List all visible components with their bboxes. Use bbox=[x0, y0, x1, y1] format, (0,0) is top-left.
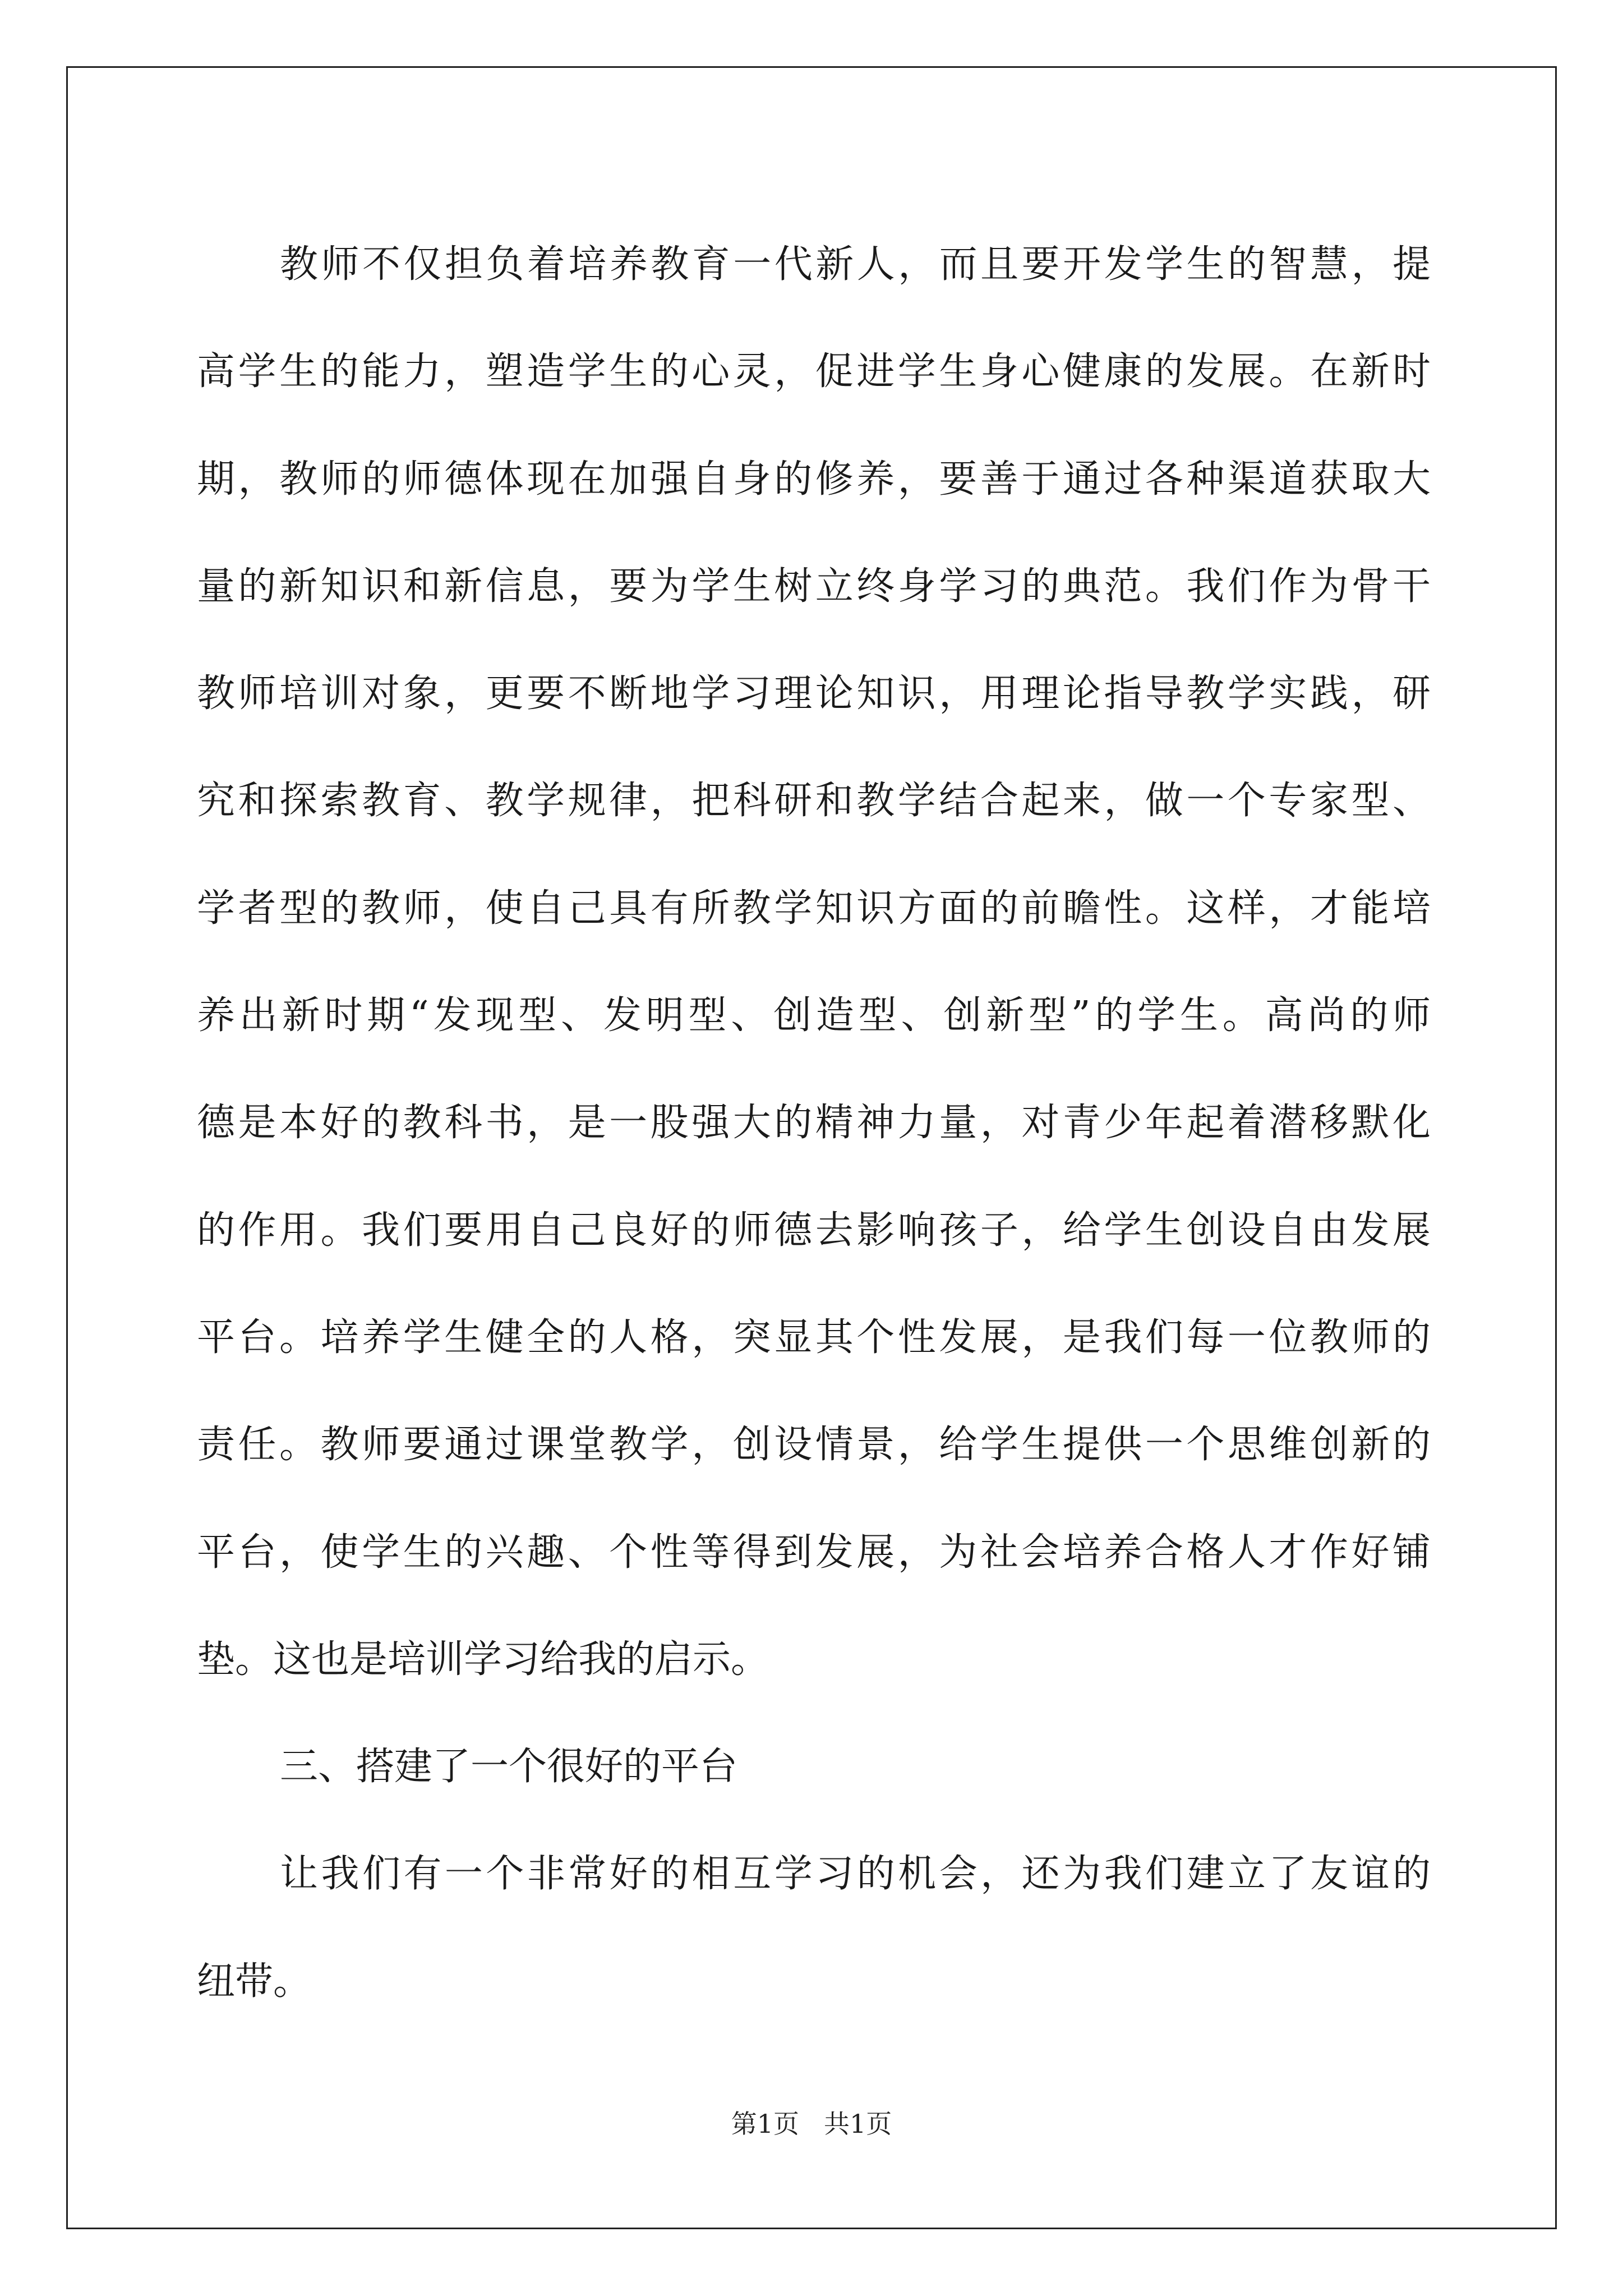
section-heading: 三、搭建了一个很好的平台 bbox=[280, 1745, 738, 1789]
paragraph-line: 的作用。我们要用自己良好的师德去影响孩子，给学生创设自由发展 bbox=[197, 1208, 1431, 1253]
page-total: 共1页 bbox=[823, 2109, 892, 2139]
document-body bbox=[197, 211, 1431, 2035]
paragraph-line: 究和探索教育、教学规律，把科研和教学结合起来，做一个专家型、 bbox=[197, 779, 1431, 823]
paragraph-line: 高学生的能力，塑造学生的心灵，促进学生身心健康的发展。在新时 bbox=[197, 349, 1431, 394]
paragraph-line: 责任。教师要通过课堂教学，创设情景，给学生提供一个思维创新的 bbox=[197, 1423, 1431, 1467]
paragraph-line: 纽带。 bbox=[197, 1959, 312, 2004]
page-footer bbox=[0, 2104, 1623, 2141]
paragraph-line: 期，教师的师德体现在加强自身的修养，要善于通过各种渠道获取大 bbox=[197, 457, 1431, 501]
paragraph-line: 学者型的教师，使自己具有所教学知识方面的前瞻性。这样，才能培 bbox=[197, 886, 1431, 931]
page-number: 第1页 bbox=[731, 2109, 800, 2139]
paragraph-line: 德是本好的教科书，是一股强大的精神力量，对青少年起着潜移默化 bbox=[197, 1101, 1431, 1145]
paragraph-line: 教师不仅担负着培养教育一代新人，而且要开发学生的智慧，提 bbox=[280, 242, 1431, 287]
paragraph-line: 平台。培养学生健全的人格，突显其个性发展，是我们每一位教师的 bbox=[197, 1315, 1431, 1360]
paragraph-line: 平台，使学生的兴趣、个性等得到发展，为社会培养合格人才作好铺 bbox=[197, 1530, 1431, 1575]
paragraph-line: 教师培训对象，更要不断地学习理论知识，用理论指导教学实践，研 bbox=[197, 671, 1431, 716]
paragraph-line: 量的新知识和新信息，要为学生树立终身学习的典范。我们作为骨干 bbox=[197, 564, 1431, 609]
paragraph-line: 垫。这也是培训学习给我的启示。 bbox=[197, 1637, 769, 1682]
paragraph-line: 养出新时期“发现型、发明型、创造型、创新型”的学生。高尚的师 bbox=[197, 993, 1431, 1038]
paragraph-line: 让我们有一个非常好的相互学习的机会，还为我们建立了友谊的 bbox=[280, 1852, 1431, 1897]
